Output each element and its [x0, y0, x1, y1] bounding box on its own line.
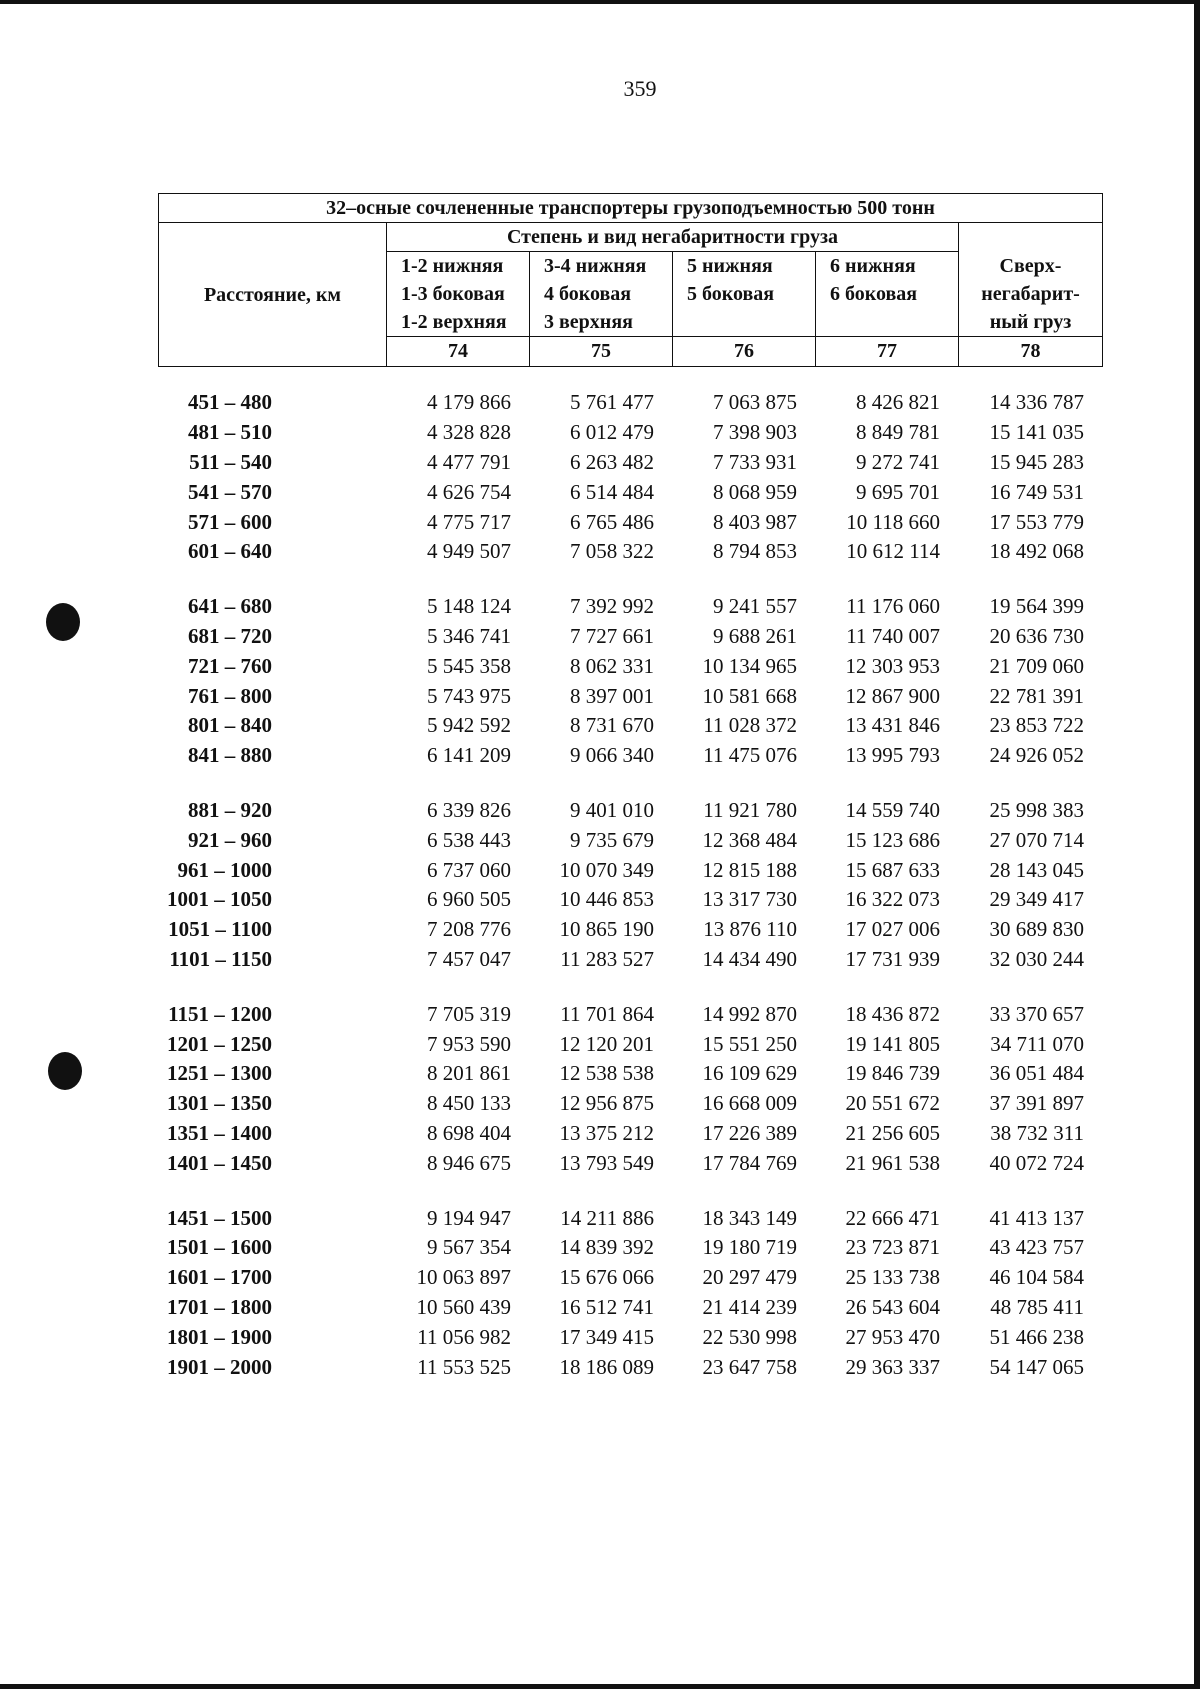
- value-cell-76: 12 368 484: [702, 827, 797, 852]
- value-cell-75: 6 012 479: [570, 420, 654, 445]
- table-row: [158, 885, 1102, 915]
- value-cell-75: 9 735 679: [570, 827, 654, 852]
- table-row: [158, 825, 1102, 855]
- value-cell-76: 17 784 769: [702, 1150, 797, 1175]
- distance-cell: 841 – 880: [188, 743, 272, 768]
- table-row: [158, 388, 1102, 418]
- value-cell-75: 9 066 340: [570, 743, 654, 768]
- value-cell-74: 5 743 975: [427, 683, 511, 708]
- value-cell-75: 11 701 864: [560, 1001, 654, 1026]
- distance-cell: 1901 – 2000: [167, 1354, 272, 1379]
- value-cell-74: 5 148 124: [427, 594, 511, 619]
- table-row: [158, 1233, 1102, 1263]
- value-cell-78: 33 370 657: [989, 1001, 1084, 1026]
- value-cell-75: 17 349 415: [559, 1324, 654, 1349]
- value-cell-76: 16 668 009: [702, 1091, 797, 1116]
- value-cell-77: 23 723 871: [845, 1235, 940, 1260]
- value-cell-78: 24 926 052: [989, 743, 1084, 768]
- distance-cell: 1401 – 1450: [167, 1150, 272, 1175]
- value-cell-75: 16 512 741: [559, 1294, 654, 1319]
- table-row: [158, 592, 1102, 622]
- value-cell-76: 11 475 076: [703, 743, 797, 768]
- table-row: [158, 1322, 1102, 1352]
- table-row: [158, 681, 1102, 711]
- value-cell-77: 12 867 900: [845, 683, 940, 708]
- value-cell-77: 21 256 605: [845, 1120, 940, 1145]
- value-cell-78: 22 781 391: [989, 683, 1084, 708]
- value-cell-76: 18 343 149: [702, 1205, 797, 1230]
- distance-cell: 1151 – 1200: [168, 1001, 272, 1026]
- value-cell-76: 13 317 730: [702, 887, 797, 912]
- table-body: [158, 388, 1102, 1382]
- column-number-78: 78: [959, 337, 1103, 367]
- value-cell-75: 7 392 992: [570, 594, 654, 619]
- value-cell-76: 7 733 931: [713, 449, 797, 474]
- group-spacer-cell: [158, 771, 1102, 796]
- value-cell-77: 25 133 738: [845, 1265, 940, 1290]
- value-cell-78: 51 466 238: [989, 1324, 1084, 1349]
- distance-cell: 1501 – 1600: [167, 1235, 272, 1260]
- value-cell-77: 11 176 060: [846, 594, 940, 619]
- value-cell-77: 17 027 006: [845, 917, 940, 942]
- value-cell-74: 4 626 754: [427, 479, 511, 504]
- value-cell-75: 5 761 477: [570, 390, 654, 415]
- distance-cell: 1801 – 1900: [167, 1324, 272, 1349]
- value-cell-76: 17 226 389: [702, 1120, 797, 1145]
- value-cell-77: 18 436 872: [845, 1001, 940, 1026]
- value-cell-76: 14 992 870: [702, 1001, 797, 1026]
- value-cell-76: 15 551 250: [702, 1031, 797, 1056]
- column-header-line: 1-2 нижняя: [401, 255, 504, 277]
- group-spacer: [158, 1178, 1102, 1203]
- value-cell-75: 9 401 010: [570, 797, 654, 822]
- value-cell-76: 11 028 372: [703, 713, 797, 738]
- distance-cell: 1001 – 1050: [167, 887, 272, 912]
- distance-cell: 1451 – 1500: [167, 1205, 272, 1230]
- value-cell-75: 10 070 349: [559, 857, 654, 882]
- group-spacer: [158, 771, 1102, 796]
- value-cell-75: 6 263 482: [570, 449, 654, 474]
- value-cell-75: 13 793 549: [559, 1150, 654, 1175]
- column-header-line: 6 нижняя: [830, 255, 916, 277]
- table-row: [158, 1119, 1102, 1149]
- value-cell-77: 29 363 337: [845, 1354, 940, 1379]
- column-number-75: 75: [530, 337, 673, 367]
- page-number: 359: [623, 76, 657, 101]
- value-cell-78: 28 143 045: [989, 857, 1084, 882]
- value-cell-76: 8 403 987: [713, 509, 797, 534]
- value-cell-76: 9 241 557: [713, 594, 797, 619]
- value-cell-75: 7 058 322: [570, 539, 654, 564]
- group-spacer: [158, 567, 1102, 592]
- value-cell-74: 4 949 507: [427, 539, 511, 564]
- value-cell-78: 41 413 137: [989, 1205, 1084, 1230]
- distance-cell: 541 – 570: [188, 479, 272, 504]
- distance-cell: 961 – 1000: [177, 857, 272, 882]
- distance-cell: 921 – 960: [188, 827, 272, 852]
- value-cell-74: 4 328 828: [427, 420, 511, 445]
- column-header-line: 5 нижняя: [687, 255, 773, 277]
- column-header-line: 6 боковая: [830, 283, 918, 305]
- table-row: [158, 915, 1102, 945]
- value-cell-75: 15 676 066: [559, 1265, 654, 1290]
- value-cell-77: 19 846 739: [845, 1061, 940, 1086]
- table-title: 32–осные сочлененные транспортеры грузоподъемностью 500 тонн: [159, 194, 1103, 223]
- column-header-line: Сверх-: [999, 255, 1062, 277]
- value-cell-76: 7 398 903: [713, 420, 797, 445]
- value-cell-76: 10 134 965: [702, 653, 797, 678]
- distance-cell: 681 – 720: [188, 623, 272, 648]
- value-cell-77: 13 995 793: [845, 743, 940, 768]
- distance-cell: 1051 – 1100: [168, 917, 272, 942]
- value-cell-76: 9 688 261: [713, 623, 797, 648]
- value-cell-74: 6 737 060: [427, 857, 511, 882]
- column-header-74: [387, 252, 530, 337]
- table-row: [158, 418, 1102, 448]
- value-cell-75: 6 514 484: [570, 479, 654, 504]
- value-cell-74: 9 567 354: [427, 1235, 511, 1260]
- column-header-line: ный груз: [989, 311, 1072, 333]
- value-cell-76: 23 647 758: [702, 1354, 797, 1379]
- column-header-line: 4 боковая: [544, 283, 632, 305]
- value-cell-78: 15 945 283: [989, 449, 1084, 474]
- table-row: [158, 999, 1102, 1029]
- value-cell-75: 18 186 089: [559, 1354, 654, 1379]
- table-row: [158, 1203, 1102, 1233]
- value-cell-76: 22 530 998: [702, 1324, 797, 1349]
- value-cell-78: 38 732 311: [990, 1120, 1084, 1145]
- column-header-line: 3 верхняя: [544, 311, 633, 333]
- value-cell-78: 29 349 417: [989, 887, 1084, 912]
- value-cell-78: 37 391 897: [989, 1091, 1084, 1116]
- value-cell-75: 12 956 875: [559, 1091, 654, 1116]
- value-cell-74: 5 346 741: [427, 623, 511, 648]
- table-row: [158, 1029, 1102, 1059]
- value-cell-77: 14 559 740: [845, 797, 940, 822]
- value-cell-77: 12 303 953: [845, 653, 940, 678]
- value-cell-78: 32 030 244: [989, 946, 1084, 971]
- value-cell-78: 17 553 779: [989, 509, 1084, 534]
- value-cell-74: 8 698 404: [427, 1120, 511, 1145]
- column-number-74: 74: [387, 337, 530, 367]
- column-header-line: 1-3 боковая: [401, 283, 505, 305]
- distance-cell: 571 – 600: [188, 509, 272, 534]
- value-cell-74: 6 141 209: [427, 743, 511, 768]
- value-cell-78: 46 104 584: [989, 1265, 1084, 1290]
- value-cell-75: 8 062 331: [570, 653, 654, 678]
- value-cell-77: 21 961 538: [845, 1150, 940, 1175]
- value-cell-75: 12 120 201: [559, 1031, 654, 1056]
- value-cell-75: 10 446 853: [559, 887, 654, 912]
- value-cell-75: 11 283 527: [560, 946, 654, 971]
- value-cell-74: 4 179 866: [427, 390, 511, 415]
- column-header-line: 3-4 нижняя: [544, 255, 647, 277]
- distance-column-header: Расстояние, км: [159, 223, 387, 367]
- value-cell-74: 10 063 897: [416, 1265, 511, 1290]
- value-cell-78: 30 689 830: [989, 917, 1084, 942]
- value-cell-75: 12 538 538: [559, 1061, 654, 1086]
- distance-cell: 1201 – 1250: [167, 1031, 272, 1056]
- table-row: [158, 477, 1102, 507]
- value-cell-78: 40 072 724: [989, 1150, 1084, 1175]
- value-cell-74: 6 538 443: [427, 827, 511, 852]
- distance-cell: 881 – 920: [188, 797, 272, 822]
- table-header: [158, 193, 1103, 367]
- value-cell-74: 6 339 826: [427, 797, 511, 822]
- value-cell-77: 9 695 701: [856, 479, 940, 504]
- value-cell-75: 10 865 190: [559, 917, 654, 942]
- distance-cell: 451 – 480: [188, 390, 272, 415]
- value-cell-76: 11 921 780: [703, 797, 797, 822]
- value-cell-76: 12 815 188: [702, 857, 797, 882]
- distance-cell: 1701 – 1800: [167, 1294, 272, 1319]
- value-cell-76: 7 063 875: [713, 390, 797, 415]
- value-cell-74: 7 457 047: [427, 946, 511, 971]
- value-cell-74: 10 560 439: [416, 1294, 511, 1319]
- group-spacer-cell: [158, 974, 1102, 999]
- column-header-77: [816, 252, 959, 337]
- value-cell-77: 22 666 471: [845, 1205, 940, 1230]
- table-row: [158, 1293, 1102, 1323]
- value-cell-76: 14 434 490: [702, 946, 797, 971]
- value-cell-74: 8 450 133: [427, 1091, 511, 1116]
- punch-hole-top: [46, 603, 80, 641]
- value-cell-77: 15 123 686: [845, 827, 940, 852]
- value-cell-77: 10 612 114: [846, 539, 940, 564]
- value-cell-78: 19 564 399: [989, 594, 1084, 619]
- value-cell-74: 11 056 982: [417, 1324, 511, 1349]
- value-cell-78: 21 709 060: [989, 653, 1084, 678]
- value-cell-78: 27 070 714: [989, 827, 1084, 852]
- value-cell-77: 26 543 604: [845, 1294, 940, 1319]
- value-cell-76: 13 876 110: [703, 917, 797, 942]
- group-spacer-cell: [158, 567, 1102, 592]
- column-number-77: 77: [816, 337, 959, 367]
- value-cell-76: 10 581 668: [702, 683, 797, 708]
- table-row: [158, 1263, 1102, 1293]
- value-cell-77: 15 687 633: [845, 857, 940, 882]
- value-cell-76: 16 109 629: [702, 1061, 797, 1086]
- table-row: [158, 1148, 1102, 1178]
- distance-cell: 511 – 540: [189, 449, 272, 474]
- value-cell-75: 14 211 886: [560, 1205, 654, 1230]
- value-cell-74: 5 545 358: [427, 653, 511, 678]
- distance-cell: 481 – 510: [188, 420, 272, 445]
- value-cell-75: 7 727 661: [570, 623, 654, 648]
- value-cell-74: 6 960 505: [427, 887, 511, 912]
- value-cell-78: 48 785 411: [990, 1294, 1084, 1319]
- value-cell-75: 8 731 670: [570, 713, 654, 738]
- distance-cell: 1601 – 1700: [167, 1265, 272, 1290]
- value-cell-74: 8 946 675: [427, 1150, 511, 1175]
- value-cell-77: 10 118 660: [846, 509, 940, 534]
- table-row: [158, 855, 1102, 885]
- value-cell-76: 8 794 853: [713, 539, 797, 564]
- value-cell-76: 21 414 239: [702, 1294, 797, 1319]
- table-row: [158, 945, 1102, 975]
- table-row: [158, 507, 1102, 537]
- column-header-line: 1-2 верхняя: [401, 311, 507, 333]
- table-row: [158, 1059, 1102, 1089]
- value-cell-77: 17 731 939: [845, 946, 940, 971]
- value-cell-77: 9 272 741: [856, 449, 940, 474]
- value-cell-77: 13 431 846: [845, 713, 940, 738]
- table-row: [158, 711, 1102, 741]
- value-cell-74: 8 201 861: [427, 1061, 511, 1086]
- value-cell-75: 6 765 486: [570, 509, 654, 534]
- table-row: [158, 796, 1102, 826]
- value-cell-78: 23 853 722: [989, 713, 1084, 738]
- distance-cell: 801 – 840: [188, 713, 272, 738]
- table-row: [158, 741, 1102, 771]
- value-cell-74: 7 208 776: [427, 917, 511, 942]
- value-cell-77: 16 322 073: [845, 887, 940, 912]
- value-cell-78: 14 336 787: [989, 390, 1084, 415]
- value-cell-77: 20 551 672: [845, 1091, 940, 1116]
- distance-cell: 1301 – 1350: [167, 1091, 272, 1116]
- value-cell-77: 27 953 470: [845, 1324, 940, 1349]
- value-cell-78: 18 492 068: [989, 539, 1084, 564]
- table-row: [158, 448, 1102, 478]
- value-cell-76: 8 068 959: [713, 479, 797, 504]
- group-spacer-cell: [158, 1178, 1102, 1203]
- distance-cell: 641 – 680: [188, 594, 272, 619]
- table-row: [158, 1352, 1102, 1382]
- distance-cell: 601 – 640: [188, 539, 272, 564]
- distance-cell: 721 – 760: [188, 653, 272, 678]
- value-cell-76: 20 297 479: [702, 1265, 797, 1290]
- value-cell-74: 9 194 947: [427, 1205, 511, 1230]
- value-cell-78: 15 141 035: [989, 420, 1084, 445]
- punch-hole-bottom: [48, 1052, 82, 1090]
- value-cell-75: 13 375 212: [559, 1120, 654, 1145]
- value-cell-74: 5 942 592: [427, 713, 511, 738]
- column-header-78: [959, 223, 1103, 337]
- value-cell-74: 11 553 525: [417, 1354, 511, 1379]
- value-cell-78: 20 636 730: [989, 623, 1084, 648]
- value-cell-74: 4 477 791: [427, 449, 511, 474]
- distance-cell: 1351 – 1400: [167, 1120, 272, 1145]
- value-cell-78: 36 051 484: [989, 1061, 1084, 1086]
- group-spacer: [158, 974, 1102, 999]
- value-cell-74: 7 953 590: [427, 1031, 511, 1056]
- value-cell-77: 11 740 007: [846, 623, 940, 648]
- value-cell-78: 34 711 070: [990, 1031, 1084, 1056]
- value-cell-74: 7 705 319: [427, 1001, 511, 1026]
- distance-cell: 1101 – 1150: [169, 946, 272, 971]
- value-cell-77: 19 141 805: [845, 1031, 940, 1056]
- table-row: [158, 1089, 1102, 1119]
- value-cell-78: 54 147 065: [989, 1354, 1084, 1379]
- value-cell-74: 4 775 717: [427, 509, 511, 534]
- value-cell-78: 43 423 757: [989, 1235, 1084, 1260]
- value-cell-78: 16 749 531: [989, 479, 1084, 504]
- value-cell-75: 8 397 001: [570, 683, 654, 708]
- table-row: [158, 537, 1102, 567]
- oversize-group-header: Степень и вид негабаритности груза: [387, 223, 959, 252]
- table-row: [158, 622, 1102, 652]
- value-cell-75: 14 839 392: [559, 1235, 654, 1260]
- value-cell-78: 25 998 383: [989, 797, 1084, 822]
- column-header-76: [673, 252, 816, 337]
- value-cell-76: 19 180 719: [702, 1235, 797, 1260]
- column-header-75: [530, 252, 673, 337]
- column-header-line: негабарит-: [981, 283, 1080, 305]
- value-cell-77: 8 426 821: [856, 390, 940, 415]
- distance-cell: 761 – 800: [188, 683, 272, 708]
- column-header-line: 5 боковая: [687, 283, 775, 305]
- table-row: [158, 651, 1102, 681]
- distance-cell: 1251 – 1300: [167, 1061, 272, 1086]
- column-number-76: 76: [673, 337, 816, 367]
- value-cell-77: 8 849 781: [856, 420, 940, 445]
